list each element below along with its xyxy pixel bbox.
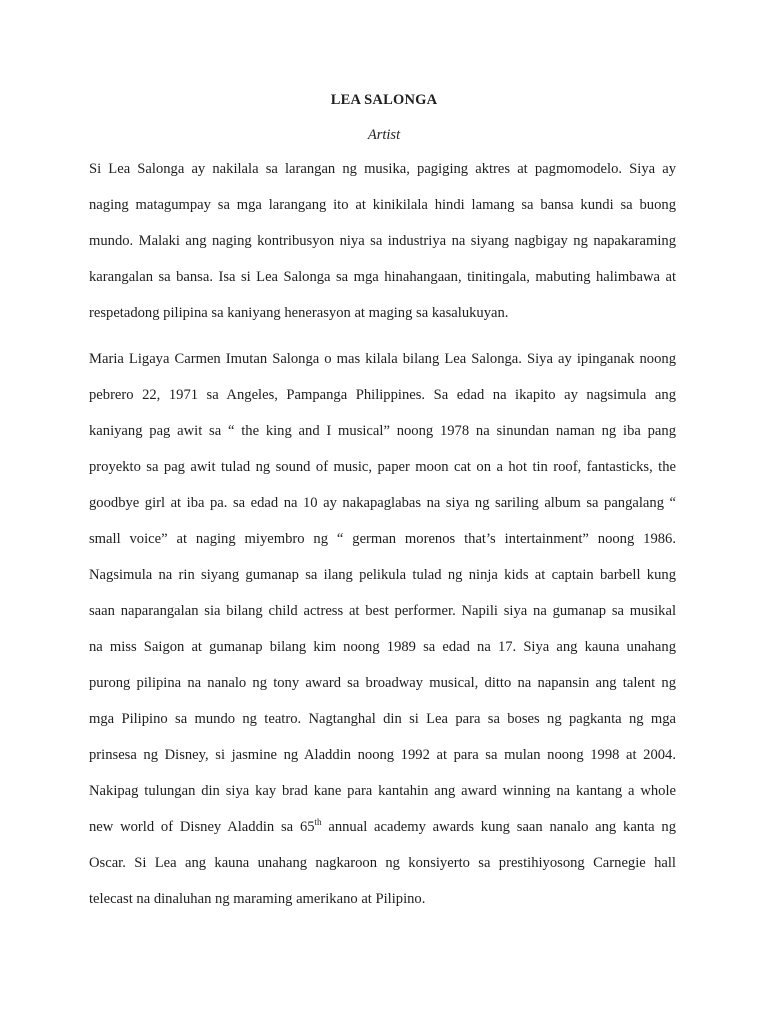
text-line: Nagsimula na rin siyang gumanap sa ilang pelikula tulad ng ninja kids at captain barbell kung — [89, 567, 676, 583]
ordinal-superscript: th — [314, 817, 322, 828]
text-line: mundo. Malaki ang naging kontribusyon niya sa industriya na siyang nagbigay ng napakaraming — [89, 233, 676, 249]
text-line: proyekto sa pag awit tulad ng sound of music, paper moon cat on a hot tin roof, fantasticks, the — [89, 459, 676, 475]
text-line: saan naparangalan sia bilang child actress at best performer. Napili siya na gumanap sa musikal — [89, 603, 676, 619]
text-line: prinsesa ng Disney, si jasmine ng Aladdin noong 1992 at para sa mulan noong 1998 at 2004. — [89, 747, 676, 763]
document-title: LEA SALONGA — [330, 92, 438, 108]
text-line-with-superscript — [89, 809, 676, 845]
paragraph-intro — [89, 151, 676, 331]
text-line: purong pilipina na nanalo ng tony award sa broadway musical, ditto na napansin ang talent ng — [89, 675, 676, 691]
text-line: respetadong pilipina sa kaniyang henerasyon at maging sa kasalukuyan. — [89, 305, 509, 321]
text-line: pebrero 22, 1971 sa Angeles, Pampanga Philippines. Sa edad na ikapito ay nagsimula ang — [89, 387, 676, 403]
text-line: naging matagumpay sa mga larangang ito at kinikilala hindi lamang sa bansa kundi sa buong — [89, 197, 676, 213]
paragraph-biography — [89, 341, 676, 917]
text-line: Si Lea Salonga ay nakilala sa larangan ng musika, pagiging aktres at pagmomodelo. Siya ay — [89, 161, 676, 177]
text-fragment: new world of Disney Aladdin sa 65 — [89, 819, 315, 835]
text-line: Oscar. Si Lea ang kauna unahang nagkaroon ng konsiyerto sa prestihiyosong Carnegie hall — [89, 855, 676, 871]
text-fragment: annual academy awards kung saan nanalo ang kanta ng — [321, 819, 676, 835]
document-subtitle: Artist — [367, 127, 401, 143]
text-line: telecast na dinaluhan ng maraming amerikano at Pilipino. — [89, 891, 426, 907]
text-line: kaniyang pag awit sa “ the king and I musical” noong 1978 na sinundan naman ng iba pang — [89, 423, 676, 439]
text-line: karangalan sa bansa. Isa si Lea Salonga sa mga hinahangaan, tinitingala, mabuting halimbawa at — [89, 269, 676, 285]
text-line: Nakipag tulungan din siya kay brad kane para kantahin ang award winning na kantang a whole — [89, 783, 676, 799]
text-line: Maria Ligaya Carmen Imutan Salonga o mas kilala bilang Lea Salonga. Siya ay ipinganak noong — [89, 351, 676, 367]
text-line: goodbye girl at iba pa. sa edad na 10 ay nakapaglabas na siya ng sariling album sa pangalang “ — [89, 495, 676, 511]
text-line: mga Pilipino sa mundo ng teatro. Nagtanghal din si Lea para sa boses ng pagkanta ng mga — [89, 711, 676, 727]
text-line: na miss Saigon at gumanap bilang kim noong 1989 sa edad na 17. Siya ang kauna unahang — [89, 639, 676, 655]
text-line: small voice” at naging miyembro ng “ german morenos that’s intertainment” noong 1986. — [89, 531, 676, 547]
